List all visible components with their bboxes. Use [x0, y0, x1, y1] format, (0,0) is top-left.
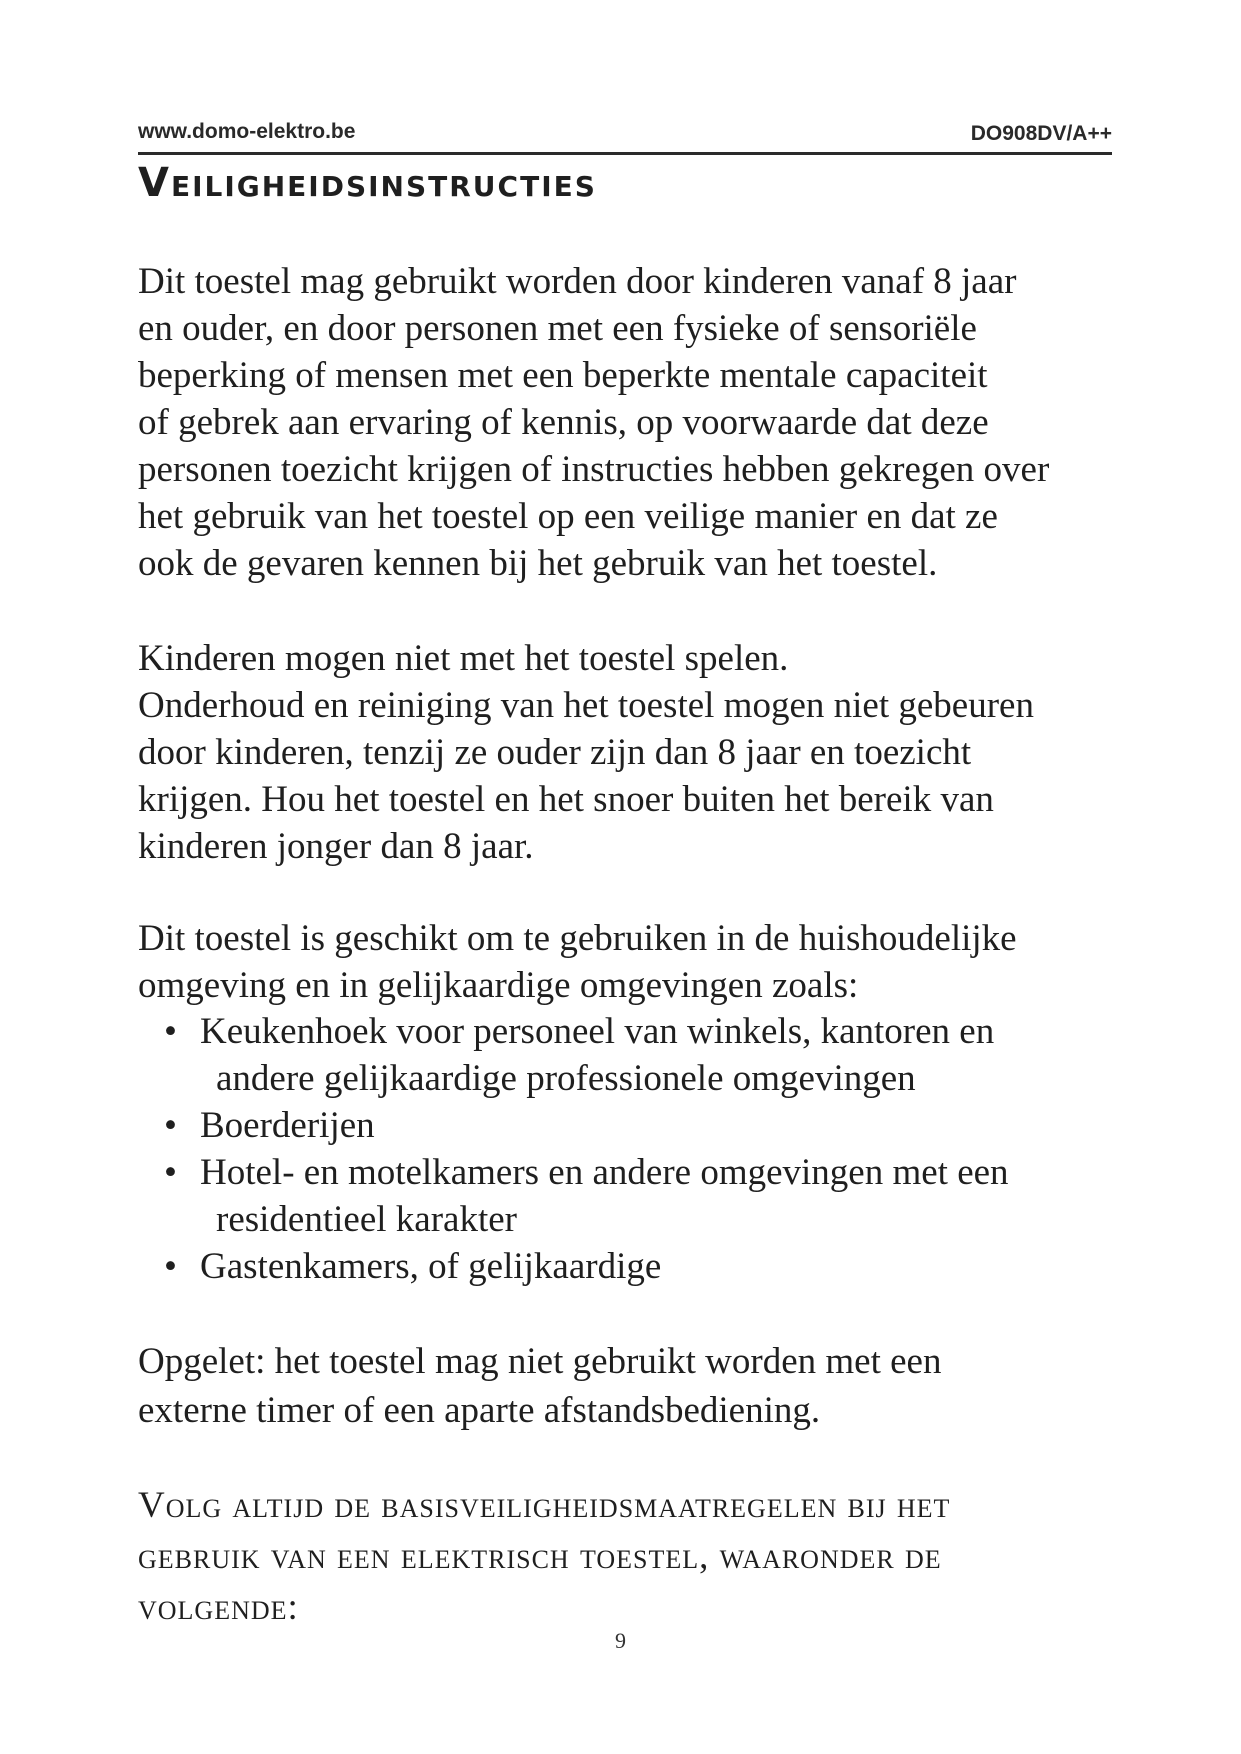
- list-item-text: Boerderijen: [200, 1105, 375, 1146]
- list-item-text-continued: residentieel karakter: [216, 1199, 517, 1240]
- text-line: personen toezicht krijgen of instructies hebben gekregen over: [138, 449, 1050, 490]
- text-line: door kinderen, tenzij ze ouder zijn dan 8 jaar en toezicht: [138, 732, 972, 773]
- basic-safety-intro: [138, 1480, 1038, 1633]
- list-item-text-continued: andere gelijkaardige professionele omgevingen: [216, 1058, 916, 1099]
- header-website-url[interactable]: www.domo-elektro.be: [138, 120, 356, 143]
- page-header: [138, 118, 1112, 155]
- text-line: Volg altijd de basisveiligheidsmaatregelen bij het: [138, 1485, 951, 1526]
- text-line: Onderhoud en reiniging van het toestel mogen niet gebeuren: [138, 685, 1034, 726]
- environment-bullet-list: [164, 1008, 1104, 1290]
- list-item-text: Gastenkamers, of gelijkaardige: [200, 1246, 662, 1287]
- text-line: Kinderen mogen niet met het toestel spelen.: [138, 638, 789, 679]
- list-item: [164, 1149, 1104, 1243]
- text-line: krijgen. Hou het toestel en het snoer buiten het bereik van: [138, 779, 994, 820]
- page-number: 9: [615, 1628, 626, 1653]
- paragraph-children: [138, 635, 1128, 870]
- text-line: gebruik van een elektrisch toestel, waaronder de: [138, 1536, 942, 1577]
- bullet-marker: •: [164, 1105, 177, 1146]
- text-line: Dit toestel mag gebruikt worden door kinderen vanaf 8 jaar: [138, 261, 1017, 302]
- header-model-number: DO908DV/A++: [970, 122, 1112, 145]
- text-line: en ouder, en door personen met een fysieke of sensoriële: [138, 308, 977, 349]
- paragraph-age-restrictions: [138, 258, 1128, 587]
- paragraph-usage-environments: [138, 915, 1128, 1009]
- text-line: Dit toestel is geschikt om te gebruiken in de huishoudelijke: [138, 918, 1017, 959]
- list-item: [164, 1243, 1104, 1290]
- text-line: externe timer of een aparte afstandsbediening.: [138, 1390, 821, 1431]
- list-item: [164, 1008, 1104, 1102]
- list-item: [164, 1102, 1104, 1149]
- bullet-marker: •: [164, 1152, 177, 1193]
- text-line: volgende:: [138, 1587, 299, 1628]
- list-item-text: Keukenhoek voor personeel van winkels, kantoren en: [200, 1011, 995, 1052]
- paragraph-timer-warning: [138, 1337, 1128, 1435]
- section-title: Veiligheidsinstructies: [138, 160, 597, 206]
- text-line: kinderen jonger dan 8 jaar.: [138, 826, 534, 867]
- text-line: omgeving en in gelijkaardige omgevingen zoals:: [138, 965, 859, 1006]
- bullet-marker: •: [164, 1011, 177, 1052]
- text-line: of gebrek aan ervaring of kennis, op voorwaarde dat deze: [138, 402, 989, 443]
- text-line: ook de gevaren kennen bij het gebruik van het toestel.: [138, 543, 938, 584]
- list-item-text: Hotel- en motelkamers en andere omgevingen met een: [200, 1152, 1009, 1193]
- text-line: Opgelet: het toestel mag niet gebruikt worden met een: [138, 1341, 942, 1382]
- bullet-marker: •: [164, 1246, 177, 1287]
- text-line: beperking of mensen met een beperkte mentale capaciteit: [138, 355, 988, 396]
- text-line: het gebruik van het toestel op een veilige manier en dat ze: [138, 496, 998, 537]
